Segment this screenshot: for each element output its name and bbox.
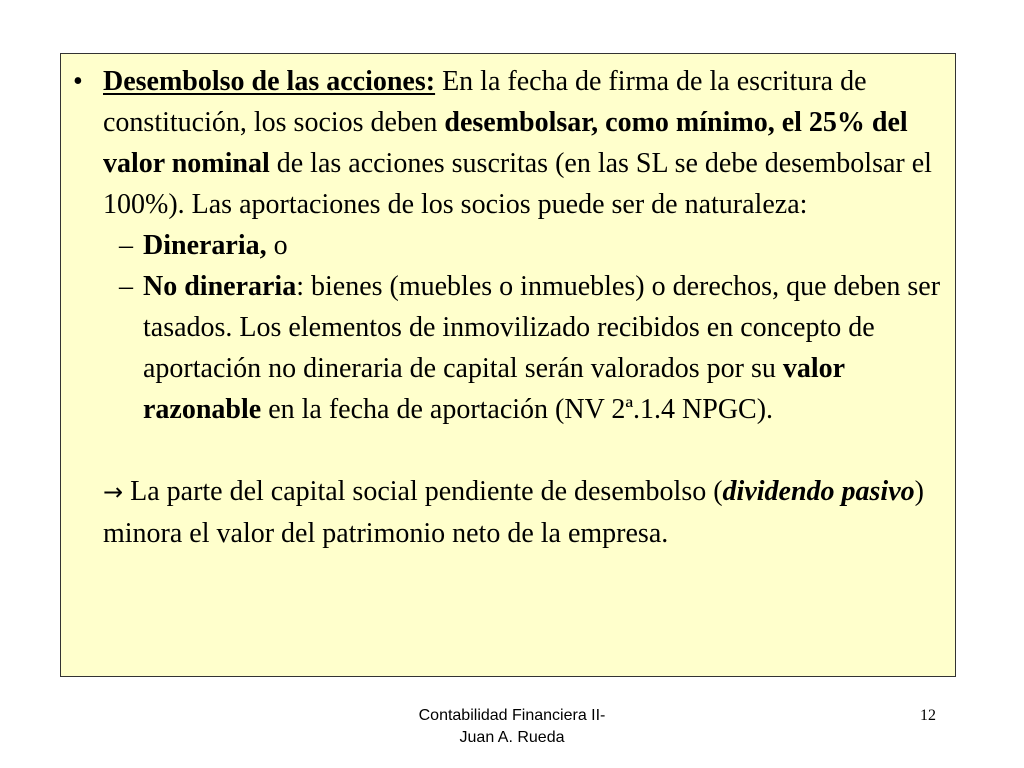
main-bullet-paragraph bbox=[61, 61, 955, 225]
dash-icon: – bbox=[119, 271, 133, 302]
sub-item-no-dineraria bbox=[61, 266, 955, 430]
sub-item-bold: No dineraria bbox=[143, 271, 297, 302]
note-bold-italic: dividendo pasivo bbox=[722, 476, 915, 507]
sub-item-dineraria bbox=[61, 225, 955, 266]
sub-item-bold-2: valor razonable bbox=[143, 353, 845, 425]
note-paragraph bbox=[61, 471, 955, 554]
note-text-2: ) minora el valor del patrimonio neto de la empresa. bbox=[103, 476, 924, 549]
bullet-icon: • bbox=[73, 66, 83, 97]
dash-icon: – bbox=[119, 230, 133, 261]
slide-content-box bbox=[60, 53, 956, 677]
bullet-bold-text: desembolsar, como mínimo, el 25% del valor nominal bbox=[103, 107, 908, 179]
sub-item-text: o bbox=[266, 230, 288, 261]
blank-line bbox=[61, 430, 955, 471]
slide-body bbox=[61, 61, 955, 554]
bullet-heading: Desembolso de las acciones: bbox=[103, 66, 436, 97]
bullet-text-2: de las acciones suscritas (en las SL se debe desembolsar el 100%). Las aportaciones de los socios puede ser de naturaleza: bbox=[103, 148, 932, 220]
sub-item-text: : bienes (muebles o inmuebles) o derechos, que deben ser tasados. Los elementos de inmovilizado recibidos en concepto de aportación no dineraria de capital serán valorados por su bbox=[143, 271, 941, 384]
footer-line-1: Contabilidad Financiera II- bbox=[418, 707, 606, 724]
footer-line-2: Juan A. Rueda bbox=[459, 729, 565, 746]
sub-item-bold: Dineraria, bbox=[143, 230, 267, 261]
footer-credit bbox=[384, 705, 640, 749]
bullet-text-1: En la fecha de firma de la escritura de constitución, los socios deben bbox=[103, 66, 867, 138]
sub-item-text-2: en la fecha de aportación (NV 2ª.1.4 NPGC). bbox=[261, 394, 774, 425]
right-arrow-icon: → bbox=[103, 478, 124, 506]
note-text-1: La parte del capital social pendiente de desembolso ( bbox=[123, 476, 723, 507]
page-number: 12 bbox=[920, 707, 936, 724]
